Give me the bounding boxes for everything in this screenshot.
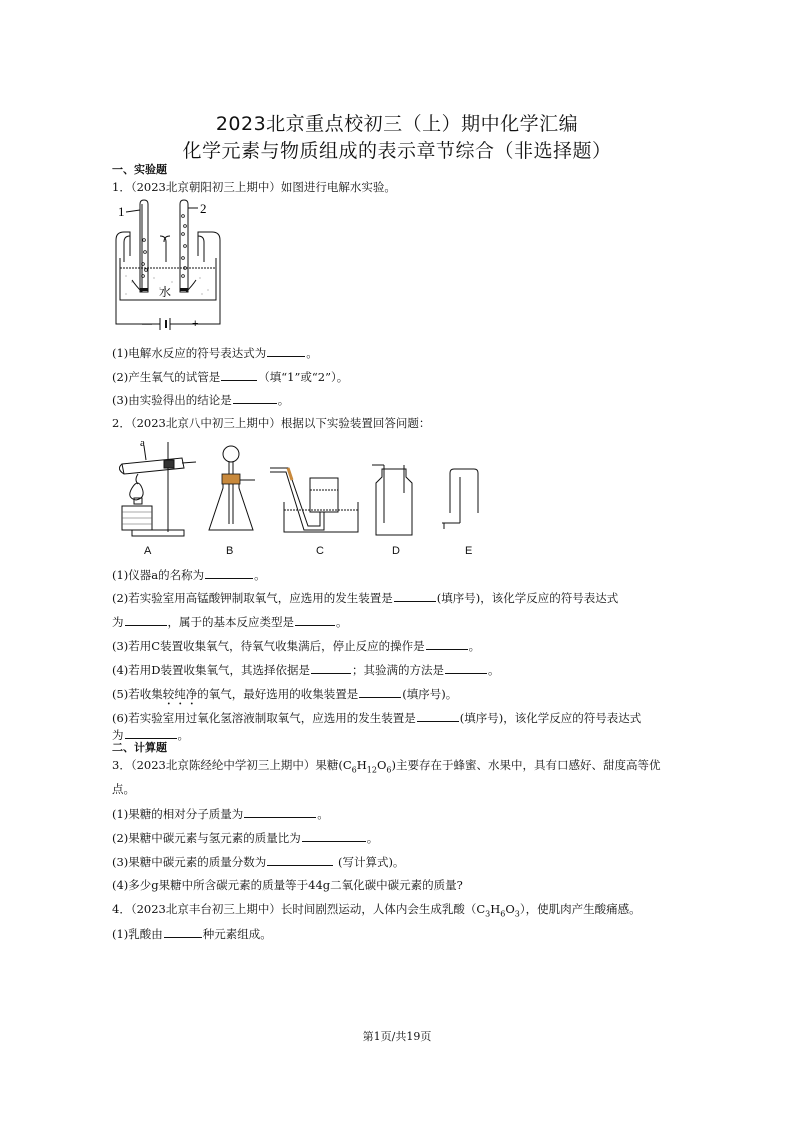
text: (4)若用D装置收集氧气，其选择依据是 [112,663,311,677]
question-1-stem: 1．（2023北京朝阳初三上期中）如图进行电解水实验。 [112,180,396,194]
section-heading-calculation: 二、计算题 [112,741,167,754]
question-2-part-5 [112,686,457,708]
question-2-part-4 [112,662,500,677]
subscript: 12 [366,765,377,775]
answer-blank[interactable] [295,614,335,626]
answer-blank[interactable] [302,830,366,842]
text: ；其验满的方法是 [352,663,445,677]
text: 种元素组成。 [202,927,272,941]
answer-blank[interactable] [244,806,316,818]
question-3-part-4: (4)多少g果糖中所含碳元素的质量等于44g二氧化碳中碳元素的质量? [112,878,463,892]
question-4-stem [112,902,641,919]
text: 。 [177,728,189,742]
question-3-part-2 [112,830,378,845]
answer-blank[interactable] [445,662,487,674]
plus-label: + [192,318,199,330]
page-subtitle: 化学元素与物质组成的表示章节综合（非选择题） [182,140,612,162]
question-2-stem: 2．（2023北京八中初三上期中）根据以下实验装置回答问题： [112,416,431,430]
answer-blank[interactable] [205,567,253,579]
text: (填序号)，该化学反应的符号表达式 [459,711,642,725]
section-heading-experiment: 一、实验题 [112,163,167,176]
text: 3．（2023北京陈经纶中学初三上期中）果糖(C [112,758,352,772]
apparatus-label-a: A [144,545,152,557]
answer-blank[interactable] [267,854,333,866]
text: (1)乳酸由 [112,927,163,941]
answer-blank[interactable] [233,392,277,404]
answer-blank[interactable] [311,662,351,674]
text: (写计算式)。 [334,855,405,869]
question-3-part-3 [112,854,404,869]
apparatus-c-diagram [268,460,364,536]
question-2-part-6-continued [112,727,189,742]
text: 。 [317,807,329,821]
question-4-part-1 [112,926,272,941]
text: (2)果糖中碳元素与氢元素的质量比为 [112,831,301,845]
text: 。 [306,346,318,360]
text: (填序号)，该化学反应的符号表达式 [436,591,619,605]
electrolysis-diagram [112,196,232,332]
text: (1)电解水反应的符号表达式为 [112,346,267,360]
answer-blank[interactable] [267,345,305,357]
text: ，属于的基本反应类型是 [167,615,294,629]
question-2-part-2 [112,590,618,605]
text: O [505,902,515,916]
text: (6)若实验室用过氧化氢溶液制取氧气，应选用的发生装置是 [112,711,416,725]
text: 4．（2023北京丰台初三上期中）长时间剧烈运动，人体内会生成乳酸（C [112,902,486,916]
subscript: 3 [485,909,491,919]
question-3-part-1 [112,806,329,821]
text: O [376,758,387,772]
apparatus-d-diagram [368,463,420,539]
question-3-stem-continued: 点。 [112,782,135,796]
text: 为 [112,615,124,629]
answer-blank[interactable] [221,369,257,381]
tube-2-label: 2 [200,201,207,216]
apparatus-label-d: D [392,545,400,557]
text: (填序号)。 [402,687,458,701]
subscript: 6 [500,909,506,919]
text: 。 [336,615,348,629]
question-2-part-6 [112,710,641,725]
apparatus-a-diagram [112,436,198,540]
question-2-part-3 [112,638,480,653]
answer-blank[interactable] [125,614,167,626]
text: H [356,758,367,772]
apparatus-e-diagram [438,463,490,539]
question-1-part-1 [112,345,318,360]
question-2-part-1 [112,567,266,582]
subscript: 6 [386,765,392,775]
answer-blank[interactable] [164,926,202,938]
minus-label: — [142,319,152,330]
instrument-a-label: a [140,437,145,449]
answer-blank[interactable] [417,710,459,722]
text: 。 [366,831,379,845]
question-3-stem [112,758,661,775]
tube-1-label: 1 [118,204,125,219]
apparatus-label-e: E [465,545,473,557]
subscript: 6 [351,765,357,775]
subscript: 3 [514,909,520,919]
emphasized-text: 较纯净 [162,687,198,701]
text: 。 [254,568,266,582]
text: (3)由实验得出的结论是 [112,393,232,407]
text: 的氧气，最好选用的收集装置是 [197,687,359,701]
text: (3)若用C装置收集氧气，待氧气收集满后，停止反应的操作是 [112,639,425,653]
text: ），使肌肉产生酸痛感。 [519,902,641,916]
answer-blank[interactable] [359,686,401,698]
answer-blank[interactable] [394,590,436,602]
text: (2)产生氧气的试管是 [112,370,221,384]
answer-blank[interactable] [426,638,468,650]
question-1-part-3 [112,392,289,407]
page-number: 第1页/共19页 [362,1030,432,1043]
question-1-part-2 [112,369,348,384]
answer-blank[interactable] [125,727,177,739]
apparatus-label-c: C [316,545,324,557]
text: (3)果糖中碳元素的质量分数为 [112,855,267,869]
text: 。 [488,663,500,677]
page-title: 2023北京重点校初三（上）期中化学汇编 [215,113,579,135]
apparatus-label-b: B [226,545,234,557]
text: 为 [112,728,124,742]
text: 。 [468,639,481,653]
text: (5)若收集 [112,687,163,701]
text: )主要存在于蜂蜜、水果中，具有口感好、甜度高等优 [391,758,661,772]
text: H [490,902,501,916]
text: (1)仪器a的名称为 [112,568,205,582]
text: (1)果糖的相对分子质量为 [112,807,244,821]
text: 。 [277,393,290,407]
text: (2)若实验室用高锰酸钾制取氧气，应选用的发生装置是 [112,591,393,605]
question-2-part-2-continued [112,614,348,629]
text: （填“1”或“2”）。 [258,370,349,384]
apparatus-b-diagram [205,444,257,536]
water-label: 水 [159,285,172,299]
